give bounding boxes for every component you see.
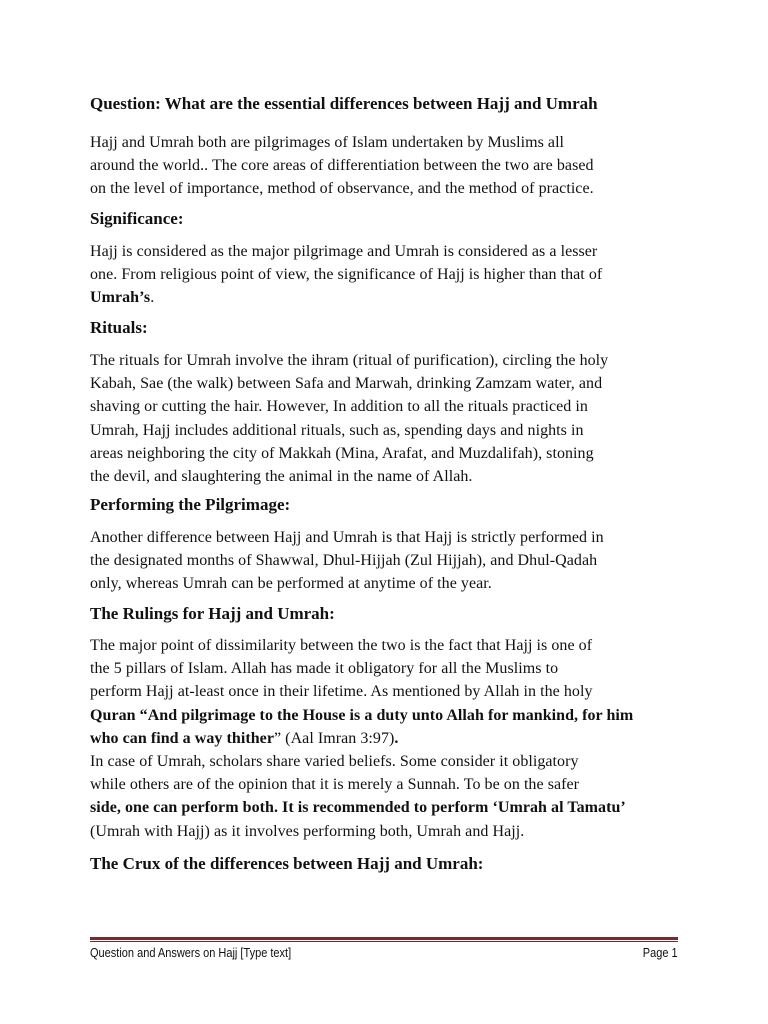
rituals-paragraph: [90, 349, 690, 488]
rituals-line: areas neighboring the city of Makkah (Mina, Arafat, and Muzdalifah), stoning: [90, 444, 594, 462]
rulings-line: the 5 pillars of Islam. Allah has made it obligatory for all the Muslims to: [90, 660, 559, 678]
footer-rule-thick: [90, 937, 678, 940]
rituals-line: the devil, and slaughtering the animal in the name of Allah.: [90, 468, 473, 486]
significance-line: one. From religious point of view, the significance of Hajj is higher than that of: [90, 266, 603, 284]
umrah-case-line: (Umrah with Hajj) as it involves performing both, Umrah and Hajj.: [90, 822, 525, 840]
footer-title: Question and Answers on Hajj [Type text]: [90, 946, 292, 960]
significance-line: Hajj is considered as the major pilgrimage and Umrah is considered as a lesser: [90, 243, 598, 260]
quran-citation: ” (Aal Imran 3:97): [273, 729, 395, 747]
intro-line: around the world.. The core areas of differentiation between the two are based: [90, 157, 594, 175]
umrah-case-paragraph: [90, 750, 690, 843]
umrah-case-line: In case of Umrah, scholars share varied beliefs. Some consider it obligatory: [90, 753, 579, 770]
significance-paragraph: [90, 240, 690, 310]
period: .: [150, 289, 155, 307]
rulings-line: perform Hajj at-least once in their lifetime. As mentioned by Allah in the holy: [90, 683, 593, 701]
rituals-heading: Rituals:: [90, 318, 148, 337]
quran-quote-bold: Quran “And pilgrimage to the House is a duty unto Allah for mankind, for him: [90, 706, 634, 724]
quran-quote-end-line: [90, 727, 690, 750]
footer-rule-thin: [90, 941, 678, 942]
rituals-line: shaving or cutting the hair. However, In addition to all the rituals practiced in: [90, 398, 588, 416]
quote-period: .: [394, 729, 399, 747]
footer-page-number: Page 1: [643, 946, 678, 960]
intro-line: on the level of importance, method of observance, and the method of practice.: [90, 180, 594, 198]
quran-quote-end-bold: who can find a way thither: [90, 729, 274, 747]
performing-heading: Performing the Pilgrimage:: [90, 495, 291, 514]
rulings-paragraph: [90, 634, 690, 750]
recommendation-bold: side, one can perform both. It is recommended to perform ‘Umrah al Tamatu’: [90, 799, 626, 817]
question-title: Question: What are the essential differences between Hajj and Umrah: [90, 94, 598, 113]
crux-heading: The Crux of the differences between Hajj and Umrah:: [90, 854, 484, 873]
performing-line: only, whereas Umrah can be performed at anytime of the year.: [90, 575, 492, 593]
rituals-line: The rituals for Umrah involve the ihram (ritual of purification), circling the holy: [90, 352, 609, 369]
rituals-line: Umrah, Hajj includes additional rituals, such as, spending days and nights in: [90, 421, 584, 439]
rulings-line: The major point of dissimilarity between the two is the fact that Hajj is one of: [90, 637, 593, 654]
umrah-case-line: while others are of the opinion that it is merely a Sunnah. To be on the safer: [90, 776, 580, 794]
performing-paragraph: [90, 526, 690, 596]
intro-paragraph: [90, 131, 690, 201]
rituals-line: Kabah, Sae (the walk) between Safa and Marwah, drinking Zamzam water, and: [90, 375, 603, 393]
umrah-case-bold-line: [90, 796, 690, 819]
quran-quote-line: [90, 704, 690, 727]
performing-line: the designated months of Shawwal, Dhul-Hijjah (Zul Hijjah), and Dhul-Qadah: [90, 552, 598, 570]
significance-heading: Significance:: [90, 209, 184, 228]
performing-line: Another difference between Hajj and Umrah is that Hajj is strictly performed in: [90, 529, 604, 546]
significance-line-last: [90, 286, 690, 309]
umrahs-bold: Umrah’s: [90, 289, 151, 307]
intro-line: Hajj and Umrah both are pilgrimages of Islam undertaken by Muslims all: [90, 134, 565, 151]
rulings-heading: The Rulings for Hajj and Umrah:: [90, 604, 335, 623]
